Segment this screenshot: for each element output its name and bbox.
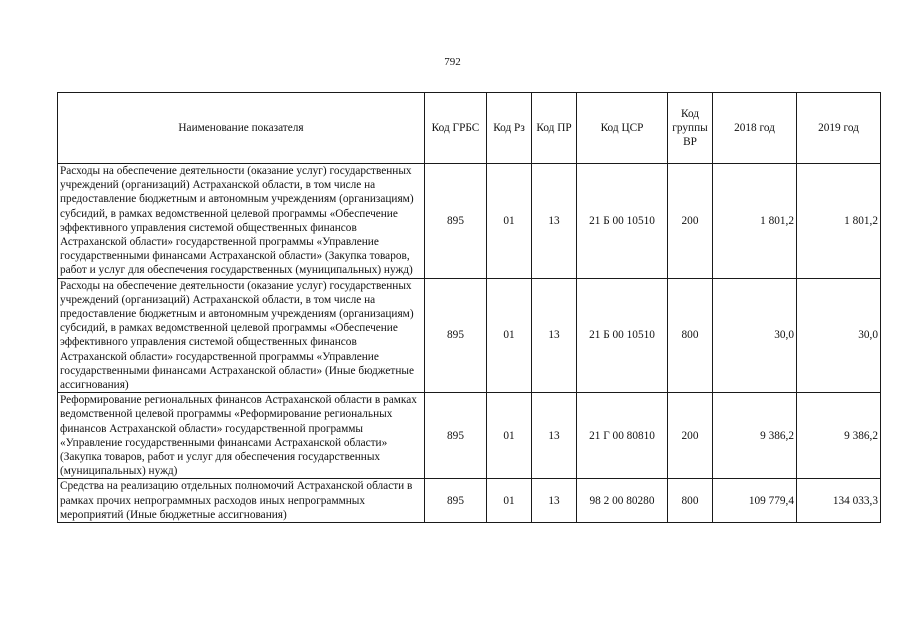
cell-rz: 01 (487, 278, 532, 393)
cell-rz: 01 (487, 164, 532, 279)
table-header (58, 93, 881, 164)
cell-2019: 9 386,2 (797, 393, 881, 479)
cell-2018: 109 779,4 (713, 479, 797, 523)
cell-vr: 800 (668, 479, 713, 523)
header-2019: 2019 год (797, 93, 881, 164)
cell-grbs: 895 (425, 164, 487, 279)
cell-grbs: 895 (425, 278, 487, 393)
cell-name: Расходы на обеспечение деятельности (оказание услуг) государственных учреждений (организаций) Астраханской области, в том числе на предоставление бюджетным и автономным учреждениям (организациям) субсидий, в рамках ведомственной целевой программы «Обеспечение эффективного управления системой общественных финансов Астраханской области» государственной программы «Управление государственными финансами Астраханской области» (Закупка товаров, работ и услуг для обеспечения государственных (муниципальных) нужд) (58, 164, 425, 279)
header-name: Наименование показателя (58, 93, 425, 164)
cell-csr: 98 2 00 80280 (577, 479, 668, 523)
cell-2018: 1 801,2 (713, 164, 797, 279)
table-row (58, 278, 881, 393)
page-number: 792 (444, 56, 461, 68)
cell-pr: 13 (532, 278, 577, 393)
header-pr: Код ПР (532, 93, 577, 164)
cell-name: Средства на реализацию отдельных полномочий Астраханской области в рамках прочих непрограммных расходов иных непрограммных мероприятий (Иные бюджетные ассигнования) (58, 479, 425, 523)
cell-pr: 13 (532, 393, 577, 479)
cell-pr: 13 (532, 164, 577, 279)
cell-vr: 200 (668, 393, 713, 479)
cell-grbs: 895 (425, 393, 487, 479)
cell-csr: 21 Г 00 80810 (577, 393, 668, 479)
cell-vr: 200 (668, 164, 713, 279)
cell-2018: 30,0 (713, 278, 797, 393)
cell-vr: 800 (668, 278, 713, 393)
cell-grbs: 895 (425, 479, 487, 523)
budget-table (57, 92, 881, 523)
header-grbs: Код ГРБС (425, 93, 487, 164)
header-vr: Код группы ВР (668, 93, 713, 164)
header-rz: Код Рз (487, 93, 532, 164)
cell-csr: 21 Б 00 10510 (577, 164, 668, 279)
cell-2019: 134 033,3 (797, 479, 881, 523)
header-csr: Код ЦСР (577, 93, 668, 164)
cell-2018: 9 386,2 (713, 393, 797, 479)
header-2018: 2018 год (713, 93, 797, 164)
cell-name: Реформирование региональных финансов Астраханской области в рамках ведомственной целевой программы «Реформирование региональных финансов Астраханской области» государственной программы «Управление государственными финансами Астраханской области» (Закупка товаров, работ и услуг для обеспечения государственных (муниципальных) нужд) (58, 393, 425, 479)
cell-rz: 01 (487, 479, 532, 523)
table-row (58, 479, 881, 523)
cell-2019: 1 801,2 (797, 164, 881, 279)
table-row (58, 393, 881, 479)
table-row (58, 164, 881, 279)
cell-rz: 01 (487, 393, 532, 479)
header-row (58, 93, 881, 164)
cell-pr: 13 (532, 479, 577, 523)
table-body (58, 164, 881, 523)
cell-name: Расходы на обеспечение деятельности (оказание услуг) государственных учреждений (организаций) Астраханской области, в том числе на предоставление бюджетным и автономным учреждениям (организациям) субсидий, в рамках ведомственной целевой программы «Обеспечение эффективного управления системой общественных финансов Астраханской области» государственной программы «Управление государственными финансами Астраханской области» (Иные бюджетные ассигнования) (58, 278, 425, 393)
cell-2019: 30,0 (797, 278, 881, 393)
cell-csr: 21 Б 00 10510 (577, 278, 668, 393)
